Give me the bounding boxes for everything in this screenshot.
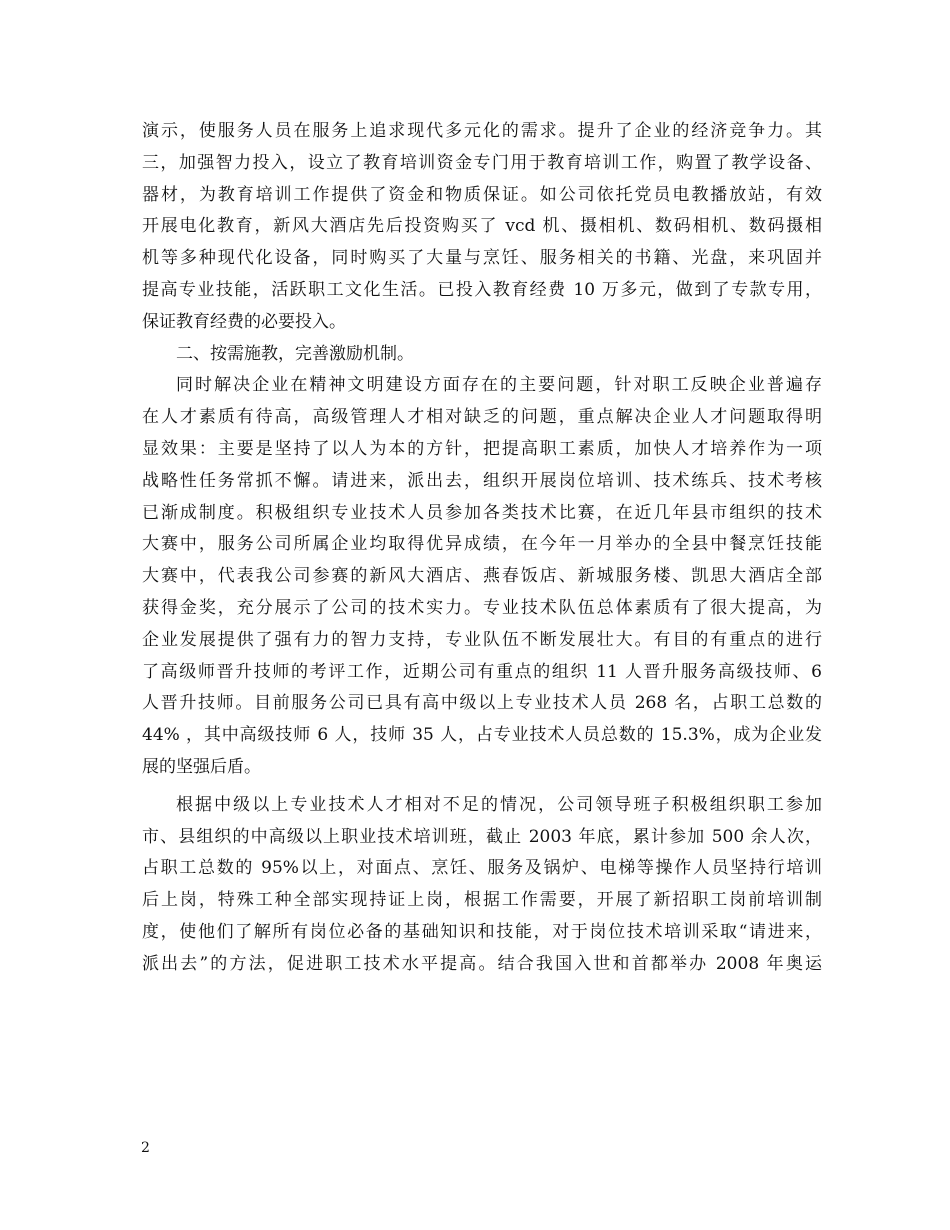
text-line: 显效果：主要是坚持了以人为本的方针，把提高职工素质，加快人才培养作为一项 <box>142 438 822 459</box>
text-line: 演示，使服务人员在服务上追求现代多元化的需求。提升了企业的经济竞争力。其 <box>142 121 822 141</box>
section-heading-text: 二、按需施教，完善激励机制。 <box>176 343 414 364</box>
text-line: 开展电化教育，新风大酒店先后投资购买了 vcd 机、摄相机、数码相机、数码摄相 <box>142 216 822 237</box>
text-line: 在人才素质有待高，高级管理人才相对缺乏的问题，重点解决企业人才问题取得明 <box>142 407 822 428</box>
section-heading <box>142 339 822 371</box>
text-line: 企业发展提供了强有力的智力支持，专业队伍不断发展壮大。有目的有重点的进行 <box>142 629 822 650</box>
text-line: 市、县组织的中高级以上职业技术培训班，截止 2003 年底，累计参加 500 余人次， <box>142 826 822 847</box>
paragraph-training <box>142 790 822 981</box>
text-line: 三，加强智力投入，设立了教育培训资金专门用于教育培训工作，购置了教学设备、 <box>142 152 822 173</box>
text-line: 器材，为教育培训工作提供了资金和物质保证。如公司依托党员电教播放站，有效 <box>142 184 822 205</box>
text-line: 展的坚强后盾。 <box>142 756 261 777</box>
text-line: 后上岗，特殊工种全部实现持证上岗，根据工作需要，开展了新招职工岗前培训制 <box>142 890 822 911</box>
text-line: 提高专业技能，活跃职工文化生活。已投入教育经费 10 万多元，做到了专款专用， <box>142 279 822 300</box>
text-line: 大赛中，服务公司所属企业均取得优异成绩，在今年一月举办的全县中餐烹饪技能 <box>142 534 822 555</box>
text-line: 度，使他们了解所有岗位必备的基础知识和技能，对于岗位技术培训采取“请进来， <box>142 921 822 942</box>
text-line: 获得金奖，充分展示了公司的技术实力。专业技术队伍总体素质有了很大提高，为 <box>142 597 822 618</box>
page-number: 2 <box>141 1140 150 1156</box>
text-line: 已渐成制度。积极组织专业技术人员参加各类技术比赛，在近几年县市组织的技术 <box>142 502 822 523</box>
document-body <box>142 116 822 981</box>
text-line: 了高级师晋升技师的考评工作，近期公司有重点的组织 11 人晋升服务高级技师、6 <box>142 661 822 682</box>
text-line: 人晋升技师。目前服务公司已具有高中级以上专业技术人员 268 名，占职工总数的 <box>142 693 822 714</box>
text-line: 保证教育经费的必要投入。 <box>142 311 346 332</box>
paragraph-continuation <box>142 116 822 339</box>
paragraph-talent <box>142 370 822 783</box>
text-line: 同时解决企业在精神文明建设方面存在的主要问题，针对职工反映企业普遍存 <box>176 375 822 396</box>
text-line: 占职工总数的 95%以上，对面点、烹饪、服务及锅炉、电梯等操作人员坚持行培训 <box>142 858 822 879</box>
text-line: 机等多种现代化设备，同时购买了大量与烹饪、服务相关的书籍、光盘，来巩固并 <box>142 248 822 269</box>
text-line: 44% ，其中高级技师 6 人，技师 35 人，占专业技术人员总数的 15.3%，成为企业发 <box>142 725 822 746</box>
text-line: 根据中级以上专业技术人才相对不足的情况，公司领导班子积极组织职工参加 <box>176 794 822 815</box>
text-line: 战略性任务常抓不懈。请进来，派出去，组织开展岗位培训、技术练兵、技术考核 <box>142 470 822 491</box>
text-line: 大赛中，代表我公司参赛的新风大酒店、燕春饭店、新城服务楼、凯思大酒店全部 <box>142 566 822 587</box>
text-line: 派出去”的方法，促进职工技术水平提高。结合我国入世和首都举办 2008 年奥运 <box>142 953 822 974</box>
